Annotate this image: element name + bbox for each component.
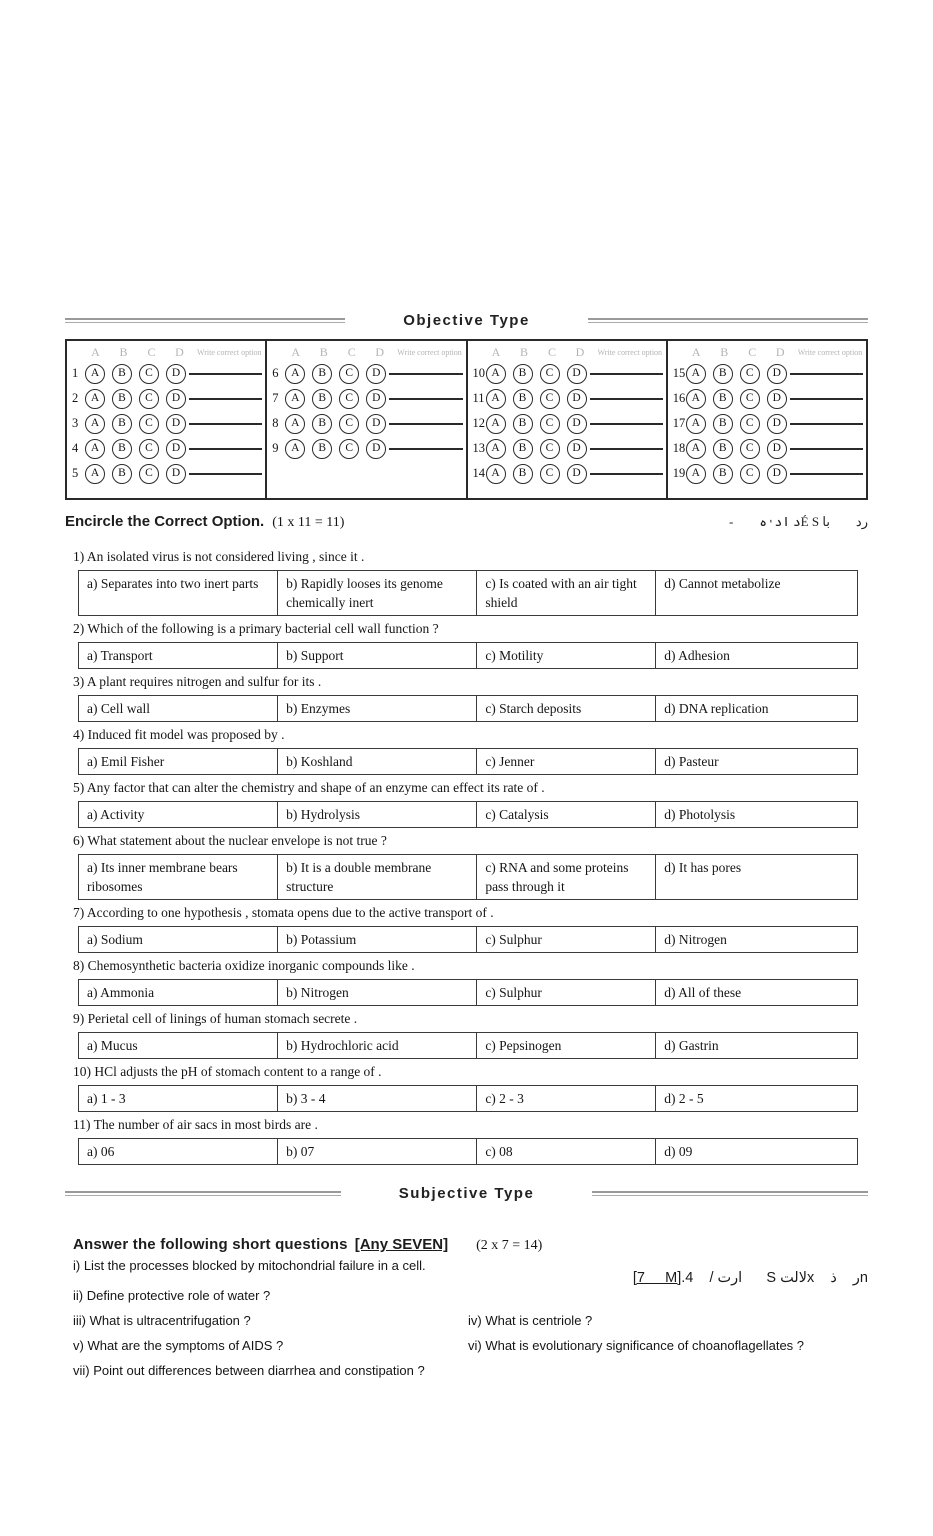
answer-write-line[interactable] [590,473,663,475]
objective-question [65,621,868,669]
write-correct-option-label: Write correct option [397,348,462,357]
options-table [78,854,858,900]
bubble-option-c[interactable]: C [740,389,760,409]
option-cell-a: a) Mucus [79,1033,278,1058]
objective-questions-list [65,549,868,1165]
answer-write-line[interactable] [790,398,863,400]
answer-row-number: 8 [272,416,279,430]
answer-write-line[interactable] [790,448,863,450]
option-cell-b: b) Hydrolysis [278,802,477,827]
bubble-option-a[interactable]: A [486,439,506,459]
question-text: 2) Which of the following is a primary bacterial cell wall function ? [73,621,439,636]
bubble-option-d[interactable]: D [166,389,186,409]
option-letter-header: A [291,345,301,359]
option-cell-b: b) Koshland [278,749,477,774]
question-text: 10) HCl adjusts the pH of stomach content to a range of . [73,1064,382,1079]
options-table [78,1032,858,1059]
answer-row [272,386,462,411]
bubble-option-a[interactable]: A [486,389,506,409]
option-cell-d: d) DNA replication [664,701,769,716]
bubble-option-a[interactable]: A [486,464,506,484]
answer-row-number: 16 [672,391,686,405]
answer-row-number: 1 [72,366,79,380]
answer-row-number: 5 [72,466,79,480]
answer-write-line[interactable] [590,448,663,450]
answer-write-line[interactable] [189,373,262,375]
option-cell-d: d) Cannot metabolize [664,576,781,591]
short-question-ii: ii) Define protective role of water ? [73,1288,271,1303]
bubble-option-b[interactable]: B [713,364,733,384]
options-table [78,748,858,775]
answer-row-number: 12 [472,416,485,430]
option-cell-c: c) 2 - 3 [477,1086,656,1111]
write-correct-option-label: Write correct option [197,348,262,357]
option-cell-c: c) Catalysis [477,802,656,827]
objective-question [65,833,868,900]
option-letter-header: B [720,345,729,359]
answer-sheet-column [267,341,467,498]
bubble-option-d[interactable]: D [567,389,587,409]
objective-question [65,958,868,1006]
bubble-option-d[interactable]: D [166,414,186,434]
option-cell-d: d) Pasteur [664,754,719,769]
bubble-option-d[interactable]: D [767,364,787,384]
answer-row [473,411,663,436]
short-question-iii: iii) What is ultracentrifugation ? [73,1313,251,1328]
answer-row [272,436,462,461]
objective-question [65,780,868,828]
options-table [78,926,858,953]
objective-question [65,1064,868,1112]
bubble-option-c[interactable]: C [339,389,359,409]
short-questions-title-row [73,1236,868,1254]
bubble-option-b[interactable]: B [312,414,332,434]
urdu-note-subjective [633,1270,868,1286]
short-question-i: i) List the processes blocked by mitochondrial failure in a cell. [73,1258,426,1273]
answer-row-number: 2 [72,391,79,405]
answer-row-number: 11 [472,391,485,405]
option-cell-c: c) Jenner [477,749,656,774]
answer-row-number: 18 [672,441,686,455]
question-text: 9) Perietal cell of linings of human stomach secrete . [73,1011,358,1026]
short-question-vii: vii) Point out differences between diarrhea and constipation ? [73,1363,425,1378]
option-cell-c: c) Sulphur [477,927,656,952]
bubble-option-b[interactable]: B [713,389,733,409]
option-letter-header: C [347,345,356,359]
question-text: 6) What statement about the nuclear envelope is not true ? [73,833,387,848]
option-cell-c: c) Motility [477,643,656,668]
options-table [78,979,858,1006]
bubble-option-c[interactable]: C [139,389,159,409]
answer-row [473,386,663,411]
option-cell-a: a) Transport [79,643,278,668]
option-letter-header: D [375,345,385,359]
page-content [65,312,868,1388]
bubble-option-a[interactable]: A [285,364,305,384]
question-text: 8) Chemosynthetic bacteria oxidize inorganic compounds like . [73,958,415,973]
heading-rule-left [65,318,345,323]
option-letter-header: C [748,345,757,359]
bubble-option-d[interactable]: D [567,364,587,384]
heading-rule-right [592,1191,868,1196]
bubble-option-b[interactable]: B [513,439,533,459]
bubble-option-d[interactable]: D [366,389,386,409]
option-cell-b: b) Rapidly looses its genome chemically inert [278,571,477,615]
bubble-option-a[interactable]: A [285,414,305,434]
option-cell-b: b) 3 - 4 [278,1086,477,1111]
question-text: 4) Induced fit model was proposed by . [73,727,285,742]
urdu-note-rest: .4 / ترا S تلالx ذ رn [681,1270,868,1286]
answer-sheet-header [72,344,262,361]
subjective-type-title: Subjective Type [398,1185,535,1202]
bubble-option-b[interactable]: B [112,389,132,409]
answer-write-line[interactable] [790,473,863,475]
answer-row-number: 7 [272,391,279,405]
option-cell-b: b) Hydrochloric acid [278,1033,477,1058]
bubble-option-b[interactable]: B [112,414,132,434]
option-cell-b: b) It is a double membrane structure [278,855,477,899]
objective-marks: (1 x 11 = 11) [272,515,345,530]
objective-question [65,905,868,953]
bubble-option-b[interactable]: B [713,439,733,459]
heading-rule-left [65,1191,341,1196]
bubble-option-a[interactable]: A [686,389,706,409]
bubble-option-a[interactable]: A [85,439,105,459]
question-text: 3) A plant requires nitrogen and sulfur for its . [73,674,322,689]
bubble-option-b[interactable]: B [713,464,733,484]
answer-write-line[interactable] [389,398,462,400]
bubble-option-c[interactable]: C [139,439,159,459]
bubble-option-c[interactable]: C [139,414,159,434]
option-letter-header: C [547,345,556,359]
option-letter-header: A [691,345,701,359]
answer-write-line[interactable] [790,373,863,375]
answer-write-line[interactable] [790,423,863,425]
bubble-option-b[interactable]: B [112,364,132,384]
bubble-option-a[interactable]: A [686,439,706,459]
bubble-option-a[interactable]: A [686,464,706,484]
bubble-option-d[interactable]: D [366,414,386,434]
bubble-option-b[interactable]: B [312,364,332,384]
answer-write-line[interactable] [389,373,462,375]
bubble-option-c[interactable]: C [540,389,560,409]
bubble-option-c[interactable]: C [540,364,560,384]
answer-row-number: 6 [272,366,279,380]
bubble-option-b[interactable]: B [312,439,332,459]
option-letter-header: D [575,345,585,359]
option-cell-a: a) Its inner membrane bears ribosomes [79,855,278,899]
option-cell-a: a) 1 - 3 [79,1086,278,1111]
question-text: 5) Any factor that can alter the chemistry and shape of an enzyme can effect its rate of . [73,780,545,795]
bubble-option-d[interactable]: D [567,464,587,484]
option-letter-header: B [319,345,328,359]
encircle-instruction-row [65,513,868,537]
answer-write-line[interactable] [389,423,462,425]
answer-sheet-column [468,341,668,498]
option-cell-a: a) Activity [79,802,278,827]
option-cell-d: d) Gastrin [664,1038,719,1053]
question-text: 7) According to one hypothesis , stomata opens due to the active transport of . [73,905,494,920]
urdu-note-underlined-part: [7 M] [632,1270,682,1286]
subjective-section-heading [65,1185,868,1202]
answer-sheet-header [673,344,863,361]
option-cell-a: a) Separates into two inert parts [79,571,278,615]
answer-sheet-header [473,344,663,361]
answer-write-line[interactable] [189,448,262,450]
answer-row [72,461,262,486]
urdu-note-objective: - ہ ٰدا دÉ S اب در [729,514,868,529]
option-letter-header: A [91,345,100,359]
short-question-row [73,1313,868,1329]
option-cell-d: d) All of these [664,985,742,1000]
bubble-option-d[interactable]: D [567,414,587,434]
options-table [78,570,858,616]
answer-write-line[interactable] [590,398,663,400]
short-question-v: v) What are the symptoms of AIDS ? [73,1338,284,1353]
any-seven-label: [Any SEVEN] [354,1236,449,1253]
bubble-option-b[interactable]: B [513,414,533,434]
answer-row [673,386,863,411]
answer-row [272,361,462,386]
option-cell-b: b) Potassium [278,927,477,952]
bubble-option-d[interactable]: D [166,464,186,484]
option-cell-a: a) Emil Fisher [79,749,278,774]
bubble-option-d[interactable]: D [166,439,186,459]
bubble-option-d[interactable]: D [767,464,787,484]
options-table [78,695,858,722]
bubble-option-c[interactable]: C [740,439,760,459]
heading-rule-right [588,318,868,323]
option-letter-header: B [519,345,528,359]
bubble-option-a[interactable]: A [85,414,105,434]
option-cell-a: a) Ammonia [79,980,278,1005]
objective-question [65,1011,868,1059]
bubble-option-a[interactable]: A [285,439,305,459]
subjective-marks: (2 x 7 = 14) [476,1238,543,1253]
short-questions-instruction: Answer the following short questions [73,1236,348,1253]
bubble-option-a[interactable]: A [285,389,305,409]
objective-question [65,674,868,722]
bubble-option-b[interactable]: B [513,389,533,409]
option-cell-c: c) Pepsinogen [477,1033,656,1058]
answer-row [673,361,863,386]
answer-row-number: 17 [672,416,686,430]
objective-question [65,727,868,775]
answer-sheet-header [272,344,462,361]
option-cell-c: c) Starch deposits [477,696,656,721]
question-text: 1) An isolated virus is not considered living , since it . [73,549,365,564]
option-cell-d: d) It has pores [664,860,742,875]
option-cell-a: a) Cell wall [79,696,278,721]
objective-question [65,1117,868,1165]
answer-write-line[interactable] [189,473,262,475]
write-correct-option-label: Write correct option [797,348,863,357]
answer-row [72,386,262,411]
answer-row-number: 19 [672,466,686,480]
encircle-instruction: Encircle the Correct Option. [65,513,265,530]
bubble-option-d[interactable]: D [767,389,787,409]
option-letter-header: C [147,345,156,359]
answer-row [272,411,462,436]
bubble-option-b[interactable]: B [513,364,533,384]
option-cell-b: b) Nitrogen [278,980,477,1005]
bubble-option-c[interactable]: C [339,364,359,384]
option-cell-b: b) Enzymes [278,696,477,721]
bubble-option-d[interactable]: D [366,364,386,384]
answer-write-line[interactable] [389,448,462,450]
answer-row [72,436,262,461]
bubble-option-d[interactable]: D [166,364,186,384]
bubble-option-a[interactable]: A [85,364,105,384]
option-cell-d: d) Photolysis [664,807,736,822]
bubble-option-c[interactable]: C [339,414,359,434]
answer-row [72,411,262,436]
bubble-option-b[interactable]: B [112,464,132,484]
answer-row-number: 9 [272,441,279,455]
answer-write-line[interactable] [590,373,663,375]
answer-row-number: 15 [672,366,686,380]
options-table [78,801,858,828]
option-cell-d: d) Adhesion [664,648,730,663]
answer-row [473,461,663,486]
bubble-option-a[interactable]: A [85,464,105,484]
option-cell-c: c) Is coated with an air tight shield [477,571,656,615]
options-table [78,642,858,669]
answer-bubble-sheet [65,339,868,500]
option-cell-a: a) Sodium [79,927,278,952]
bubble-option-d[interactable]: D [767,439,787,459]
short-question-iv: iv) What is centriole ? [468,1313,593,1328]
option-cell-d: d) 09 [664,1144,693,1159]
option-cell-c: c) RNA and some proteins pass through it [477,855,656,899]
option-cell-a: a) 06 [79,1139,278,1164]
option-cell-c: c) Sulphur [477,980,656,1005]
bubble-option-a[interactable]: A [686,364,706,384]
bubble-option-c[interactable]: C [139,364,159,384]
option-cell-b: b) Support [278,643,477,668]
option-cell-d: d) 2 - 5 [664,1091,704,1106]
answer-row [673,461,863,486]
bubble-option-b[interactable]: B [713,414,733,434]
subjective-section [65,1236,868,1379]
objective-question [65,549,868,616]
options-table [78,1085,858,1112]
option-cell-b: b) 07 [278,1139,477,1164]
answer-row-number: 13 [472,441,485,455]
bubble-option-d[interactable]: D [567,439,587,459]
answer-row [72,361,262,386]
answer-row [673,436,863,461]
answer-write-line[interactable] [189,398,262,400]
option-letter-header: B [119,345,128,359]
answer-row-number: 4 [72,441,79,455]
answer-row [673,411,863,436]
answer-sheet-column [668,341,866,498]
option-letter-header: A [491,345,501,359]
bubble-option-c[interactable]: C [740,364,760,384]
answer-write-line[interactable] [189,423,262,425]
bubble-option-c[interactable]: C [540,464,560,484]
bubble-option-d[interactable]: D [767,414,787,434]
bubble-option-c[interactable]: C [540,439,560,459]
bubble-option-b[interactable]: B [312,389,332,409]
bubble-option-c[interactable]: C [740,414,760,434]
answer-sheet-column [67,341,267,498]
option-cell-d: d) Nitrogen [664,932,727,947]
options-table [78,1138,858,1165]
bubble-option-b[interactable]: B [513,464,533,484]
objective-type-title: Objective Type [403,312,530,329]
bubble-option-c[interactable]: C [740,464,760,484]
answer-row-number: 10 [472,366,485,380]
option-letter-header: D [775,345,785,359]
objective-section-heading [65,312,868,329]
bubble-option-a[interactable]: A [85,389,105,409]
bubble-option-a[interactable]: A [486,414,506,434]
bubble-option-c[interactable]: C [139,464,159,484]
answer-row [473,436,663,461]
bubble-option-a[interactable]: A [486,364,506,384]
answer-row-number: 3 [72,416,79,430]
option-letter-header: D [175,345,184,359]
bubble-option-b[interactable]: B [112,439,132,459]
answer-row [473,361,663,386]
short-question-row [73,1338,868,1354]
option-cell-c: c) 08 [477,1139,656,1164]
short-question-vi: vi) What is evolutionary significance of choanoflagellates ? [468,1338,805,1353]
bubble-option-a[interactable]: A [686,414,706,434]
bubble-option-c[interactable]: C [339,439,359,459]
question-text: 11) The number of air sacs in most birds are . [73,1117,318,1132]
answer-row-number: 14 [472,466,485,480]
bubble-option-c[interactable]: C [540,414,560,434]
answer-write-line[interactable] [590,423,663,425]
write-correct-option-label: Write correct option [597,348,663,357]
bubble-option-d[interactable]: D [366,439,386,459]
